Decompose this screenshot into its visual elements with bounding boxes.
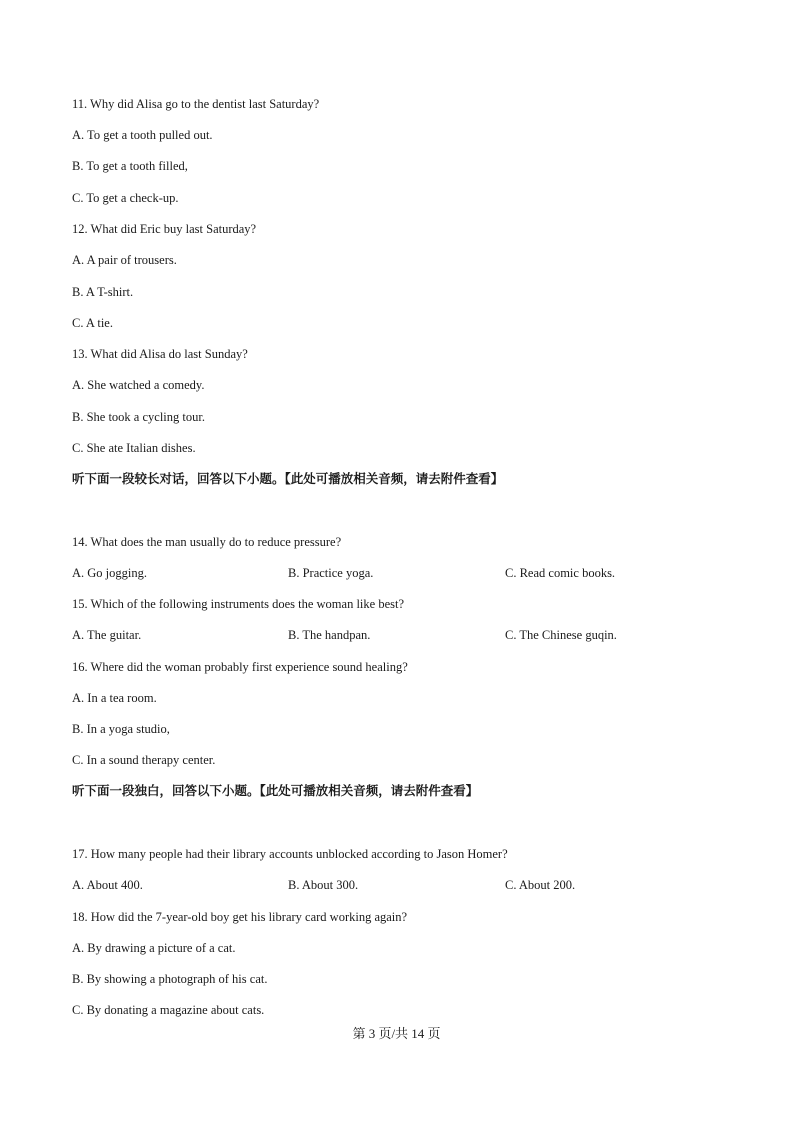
option-a: A. The guitar. [72, 628, 142, 642]
option-c: C. By donating a magazine about cats. [72, 1003, 265, 1017]
option-b: B. A T-shirt. [72, 285, 134, 299]
section-instruction-monologue: 听下面一段独白，回答以下小题。【此处可播放相关音频，请去附件查看】 [72, 783, 479, 798]
option-a: A. Go jogging. [72, 566, 147, 580]
option-c: C. The Chinese guqin. [505, 628, 617, 642]
option-a: A. To get a tooth pulled out. [72, 128, 213, 142]
question-text: 12. What did Eric buy last Saturday? [72, 222, 257, 236]
option-c: C. In a sound therapy center. [72, 753, 216, 767]
option-c: C. About 200. [505, 878, 576, 892]
page-footer: 第 3 页/共 14 页 [352, 1026, 441, 1041]
question-text: 11. Why did Alisa go to the dentist last Saturday? [72, 97, 320, 111]
question-text: 18. How did the 7-year-old boy get his library card working again? [72, 910, 408, 924]
option-c: C. Read comic books. [505, 566, 616, 580]
option-b: B. In a yoga studio, [72, 722, 170, 736]
option-b: B. About 300. [288, 878, 359, 892]
section-instruction-dialogue: 听下面一段较长对话，回答以下小题。【此处可播放相关音频，请去附件查看】 [72, 471, 504, 486]
question-text: 15. Which of the following instruments does the woman like best? [72, 597, 405, 611]
option-a: A. About 400. [72, 878, 143, 892]
option-b: B. To get a tooth filled, [72, 159, 188, 173]
option-b: B. She took a cycling tour. [72, 410, 205, 424]
question-text: 16. Where did the woman probably first experience sound healing? [72, 660, 408, 674]
option-a: A. She watched a comedy. [72, 378, 205, 392]
question-text: 14. What does the man usually do to reduce pressure? [72, 535, 342, 549]
question-text: 17. How many people had their library accounts unblocked according to Jason Homer? [72, 847, 508, 861]
option-a: A. By drawing a picture of a cat. [72, 941, 236, 955]
question-text: 13. What did Alisa do last Sunday? [72, 347, 248, 361]
option-b: B. The handpan. [288, 628, 371, 642]
option-c: C. A tie. [72, 316, 113, 330]
option-a: A. A pair of trousers. [72, 253, 177, 267]
option-b: B. Practice yoga. [288, 566, 374, 580]
option-b: B. By showing a photograph of his cat. [72, 972, 268, 986]
option-a: A. In a tea room. [72, 691, 157, 705]
option-c: C. To get a check-up. [72, 191, 179, 205]
option-c: C. She ate Italian dishes. [72, 441, 196, 455]
